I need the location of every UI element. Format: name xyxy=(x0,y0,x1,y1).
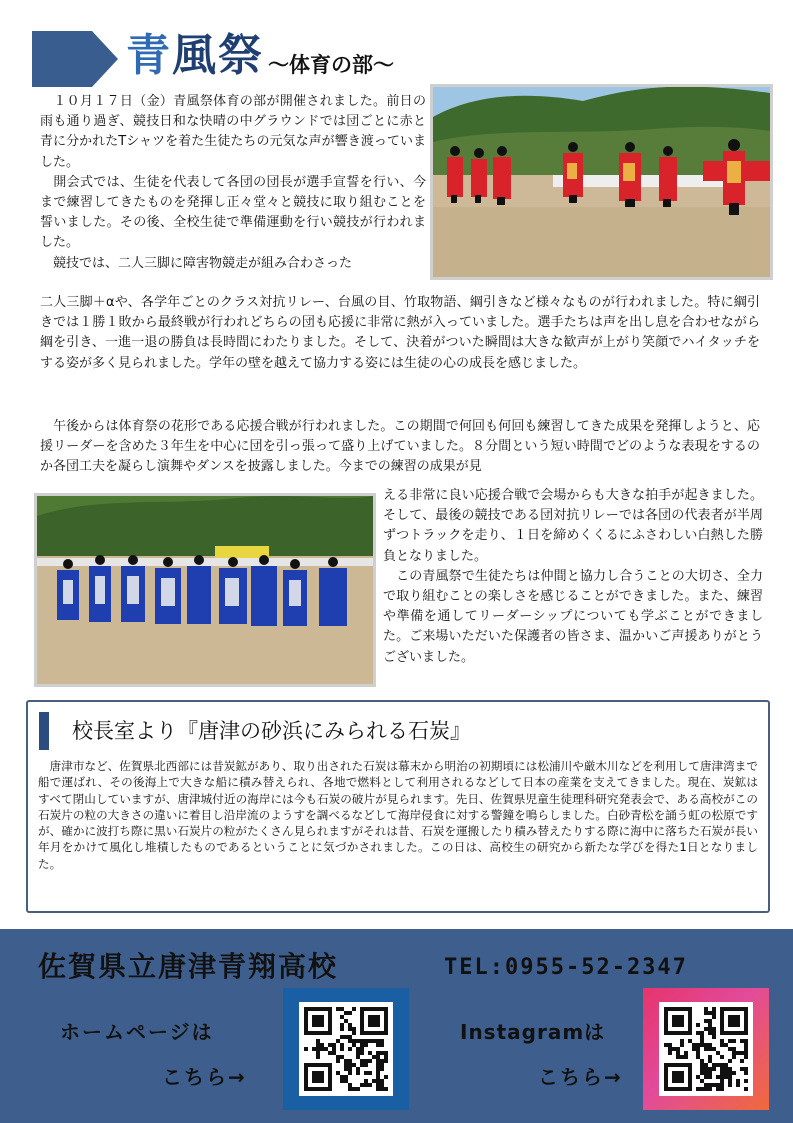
article-events xyxy=(40,293,760,374)
photo-red-team xyxy=(430,84,773,280)
page-title-accent: 青 xyxy=(126,30,172,81)
instagram-qr-frame[interactable] xyxy=(643,988,769,1110)
homepage-pointer: こちら→ xyxy=(162,1065,247,1089)
article-intro xyxy=(40,92,426,274)
homepage-label: ホームページは xyxy=(60,1020,214,1044)
school-name: 佐賀県立唐津青翔高校 xyxy=(38,950,339,983)
article-cheer-continued xyxy=(383,486,763,668)
instagram-label: Instagramは xyxy=(460,1020,606,1044)
homepage-qr-frame[interactable] xyxy=(283,988,409,1110)
bookmark-bar-icon xyxy=(39,712,49,750)
article-paragraph-2: 開会式では、生徒を代表して各団の団長が選手宣誓を行い、今まで練習してきたものを発揮し正々堂々と競技に取り組むことを誓いました。その後、全校生徒で準備運動を行い競技が行われました。 xyxy=(40,174,426,251)
article-paragraph-3-start: 競技では、二人三脚に障害物競走が組み合わさった xyxy=(40,255,353,271)
photo-blue-team xyxy=(34,493,376,687)
page-subtitle: ～体育の部～ xyxy=(268,53,394,77)
article-paragraph-4: 午後からは体育祭の花形である応援合戦が行われました。この期間で何回も何回も練習してきた成果を発揮しようと、応援リーダーを含めた３年生を中心に団を引っ張って盛り上げていました。８分間という短い時間でどのような表現をするのか各団工夫を凝らし演舞やダンスを披露しました。今までの練習の成果が見 xyxy=(40,419,760,475)
page-title xyxy=(126,30,264,82)
footer xyxy=(0,929,793,1123)
page-title-rest: 風祭 xyxy=(172,30,264,81)
article-cheer xyxy=(40,417,760,478)
instagram-qr-code-icon[interactable] xyxy=(664,1007,748,1091)
article-paragraph-1: １０月１７日（金）青風祭体育の部が開催されました。前日の雨も通り過ぎ、競技日和な快晴の中グラウンドでは団ごとに赤と青に分かれたTシャツを着た生徒たちの元気な声が響き渡っていました。 xyxy=(40,94,426,170)
article-paragraph-5: この青風祭で生徒たちは仲間と協力し合うことの大切さ、全力で取り組むことの楽しさを感じることができました。また、練習や準備を通してリーダーシップについても学ぶことができました。ご来場いただいた保護者の皆さま、温かいご声援ありがとうございました。 xyxy=(383,568,763,665)
instagram-pointer: こちら→ xyxy=(538,1065,623,1089)
principal-column-body: 唐津市など、佐賀県北西部には昔炭鉱があり、取り出された石炭は幕末から明治の初期頃には松浦川や厳木川などを利用して唐津湾まで船で運ばれ、その後海上で大きな船に積み替えられ、各地で燃料として利用されるなどして日本の産業を支えてきました。現在、炭鉱はすべて閉山していますが、唐津城付近の海岸には今も石炭の破片が見られます。先日、佐賀県児童生徒理科研究発表会で、ある高校がこの石炭片の粒の大きさの違いに着目し沿岸流のようすを調べるなどして海岸侵食に対する警鐘を鳴らしました。白砂青松を誦う虹の松原ですが、確かに波打ち際に黒い石炭片の粒がたくさん見られますがそれは昔、石炭を運搬したり積み替えたりする際に海中に落ちた石炭が長い年月をかけて風化し堆積したものであるということに気づかされました。この日は、高校生の研究から新たな学びを得た1日となりました。 xyxy=(38,759,758,871)
article-paragraph-3: 二人三脚＋αや、各学年ごとのクラス対抗リレー、台風の目、竹取物語、綱引きなど様々なものが行われました。特に綱引きでは１勝１敗から最終戦が行われどちらの団も応援に非常に熱が入っていました。選手たちは声を出し息を合わせながら綱を引き、一進一退の勝負は長時間にわたりました。そして、決着がついた瞬間は大きな歓声が上がり笑顔でハイタッチをする姿が多く見られました。学年の壁を越えて協力する姿には生徒の心の成長を感じました。 xyxy=(40,295,760,371)
principal-column xyxy=(26,700,770,913)
header-arrow-icon xyxy=(32,31,118,87)
homepage-qr-code-icon[interactable] xyxy=(304,1007,388,1091)
principal-column-title: 校長室より『唐津の砂浜にみられる石炭』 xyxy=(72,719,471,743)
article-paragraph-4-right: える非常に良い応援合戦で会場からも大きな拍手が起きました。そして、最後の競技である団対抗リレーでは各団の代表者が半周ずつトラックを走り、１日を締めくくるにふさわしい白熱した勝負となりました。 xyxy=(383,488,763,564)
phone-number: TEL:0955-52-2347 xyxy=(444,955,688,980)
